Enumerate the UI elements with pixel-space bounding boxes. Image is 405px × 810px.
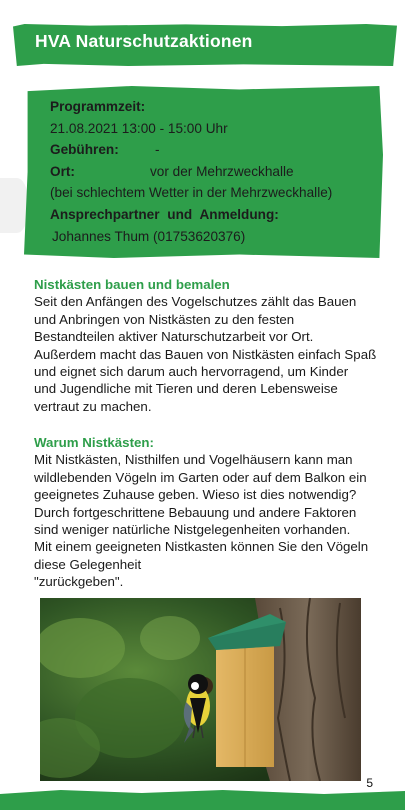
fee-value: - <box>155 142 160 157</box>
paragraph-line: Seit den Anfängen des Vogelschutzes zählt das Bauen <box>34 294 357 310</box>
paragraph-line: sind weniger natürliche Nistgelegenheiten vorhanden. <box>34 522 351 538</box>
section-heading: Warum Nistkästen: <box>34 435 154 450</box>
location-label: Ort: <box>50 164 75 179</box>
birdhouse-photo <box>40 598 361 781</box>
program-time-value: 21.08.2021 13:00 - 15:00 Uhr <box>50 121 228 136</box>
contact-value: Johannes Thum (01753620376) <box>52 229 246 244</box>
paragraph-line: vertraut zu machen. <box>34 398 152 414</box>
paragraph-line: diese Gelegenheit <box>34 556 142 572</box>
paragraph-line: Bestandteilen aktiver Naturschutzarbeit vor Ort. <box>34 329 314 345</box>
fee-label: Gebühren: <box>50 142 119 157</box>
paragraph-line: geeignetes Zuhause geben. Wieso ist dies notwendig? <box>34 487 357 503</box>
section-heading: Nistkästen bauen und bemalen <box>34 277 230 292</box>
paragraph-line: Mit einem geeigneten Nistkasten können Sie den Vögeln <box>34 539 369 555</box>
section-nistkaesten-bauen <box>34 276 394 415</box>
paragraph-line: und Jugendliche mit Tieren und deren Lebensweise <box>34 381 338 397</box>
location-value: vor der Mehrzweckhalle <box>150 164 294 179</box>
bottom-strip <box>0 790 405 810</box>
birdhouse-illustration <box>40 598 361 781</box>
paragraph-line: Durch fortgeschrittene Bebauung und andere Faktoren <box>34 504 357 520</box>
section-warum-nistkaesten <box>34 434 394 591</box>
paragraph-line: wildlebenden Vögeln im Garten oder auf dem Balkon ein <box>34 469 367 485</box>
paragraph-line: "zurückgeben". <box>34 574 124 590</box>
paragraph-line: Außerdem macht das Bauen von Nistkästen einfach Spaß <box>34 346 377 362</box>
program-time-label: Programmzeit: <box>50 99 146 114</box>
paragraph-line: und eignet sich darum auch hervorragend, um Kinder <box>34 364 349 380</box>
location-note: (bei schlechtem Wetter in der Mehrzweckhalle) <box>50 185 333 200</box>
page-number: 5 <box>366 776 373 790</box>
paragraph-line: und Anbringen von Nistkästen zu den festen <box>34 311 295 327</box>
contact-label: Ansprechpartner und Anmeldung: <box>50 207 279 222</box>
paragraph-line: Mit Nistkästen, Nisthilfen und Vogelhäusern kann man <box>34 452 353 468</box>
page-title: HVA Naturschutzaktionen <box>35 31 253 51</box>
decorative-smudge <box>0 178 28 233</box>
